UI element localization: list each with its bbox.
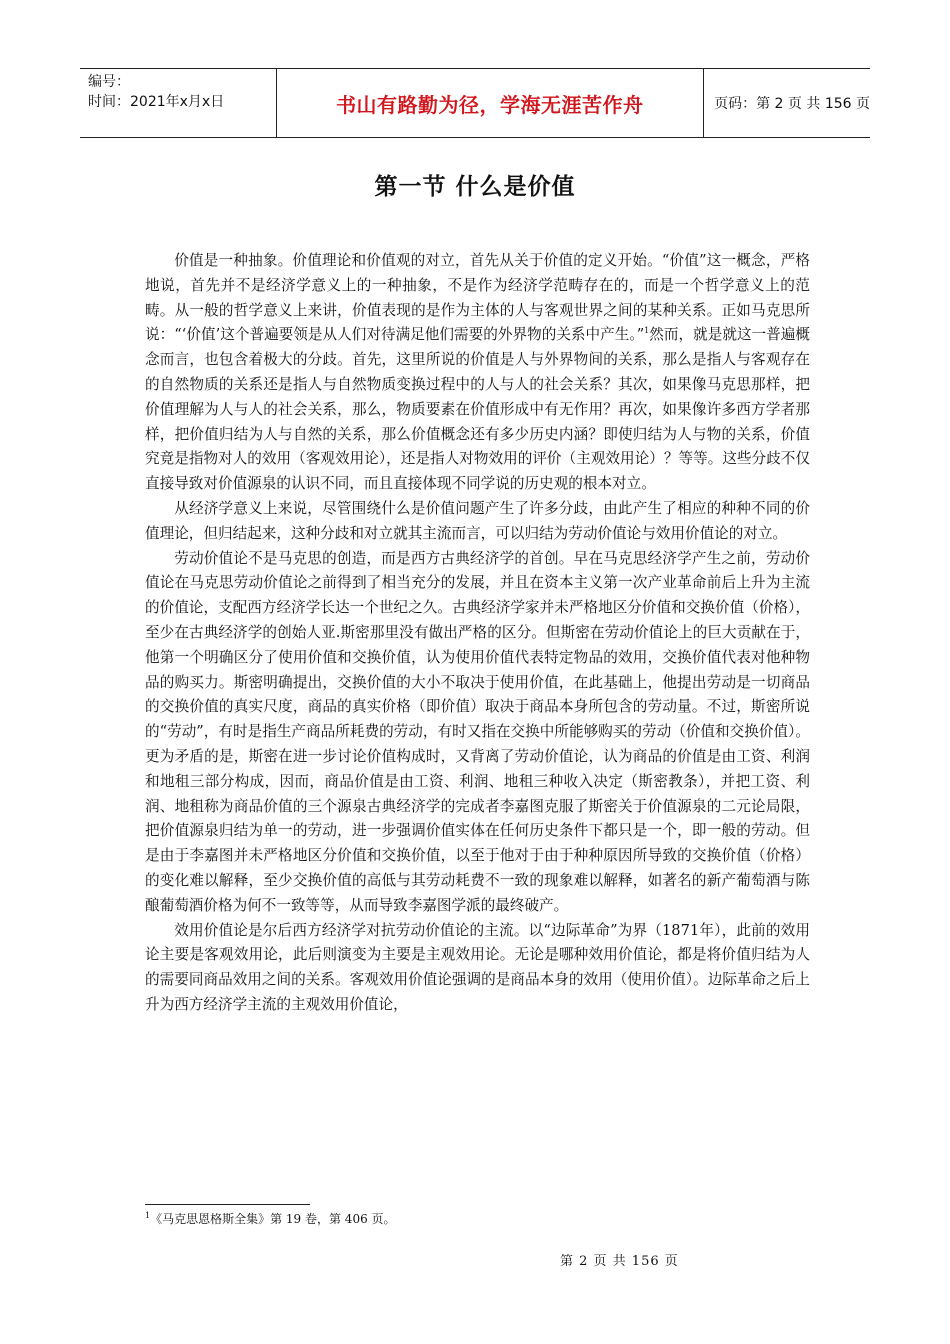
paragraph: 从经济学意义上来说，尽管围绕什么是价值问题产生了许多分歧，由此产生了相应的种种不同的价值理论，但归结起来，这种分歧和对立就其主流而言，可以归结为劳动价值论与效用价值论的对立。 — [145, 499, 810, 542]
paragraph-text: 价值是一种抽象。价值理论和价值观的对立，首先从关于价值的定义开始。“价值”这一概念，严格地说，首先并不是经济学意义上的一种抽象，不是作为经济学范畴存在的，而是一个哲学意义上的范畴。从一般的哲学意义上来讲，价值表现的是作为主体的人与客观世界之间的某种关系。正如马克思所说：“‘价值’这个普遍要领是从人们对待满足他们需要的外界物的关系中产生。” — [145, 252, 810, 344]
footnote-text: 《马克思恩格斯全集》第 19 卷，第 406 页。 — [150, 1212, 396, 1226]
page-header — [80, 68, 870, 138]
footnote-divider — [145, 1204, 310, 1205]
footnote — [145, 1210, 396, 1227]
header-meta — [80, 69, 277, 137]
paragraph — [145, 249, 810, 497]
date-label: 时间：2021年x月x日 — [88, 94, 225, 110]
serial-number-label: 编号： — [88, 74, 130, 90]
page-footer: 第 2 页 共 156 页 — [560, 1254, 679, 1269]
header-page-number: 页码：第 2 页 共 156 页 — [714, 96, 870, 112]
body-text — [145, 249, 810, 1018]
footnote-reference: 1 — [644, 326, 650, 336]
paragraph-text: 然而，就是就这一普遍概念而言，也包含着极大的分歧。首先，这里所说的价值是人与外界物间的关系，那么是指人与客观存在的自然物质的关系还是指人与自然物质变换过程中的人与人的社会关系？其次，如果像马克思那样，把价值理解为人与人的社会关系，那么，物质要素在价值形成中有无作用？再次，如果像许多西方学者那样，把价值归结为人与自然的关系，那么价值概念还有多少历史内涵？即使归结为人与物的关系，价值究竟是指物对人的效用（客观效用论），还是指人对物效用的评价（主观效用论）？等等。这些分歧不仅直接导致对价值源泉的认识不同，而且直接体现不同学说的历史观的根本对立。 — [145, 326, 810, 493]
paragraph: 劳动价值论不是马克思的创造，而是西方古典经济学的首创。早在马克思经济学产生之前，劳动价值论在马克思劳动价值论之前得到了相当充分的发展，并且在资本主义第一次产业革命前后上升为主流的价值论，支配西方经济学长达一个世纪之久。古典经济学家并未严格地区分价值和交换价值（价格），至少在古典经济学的创始人亚.斯密那里没有做出严格的区分。但斯密在劳动价值论上的巨大贡献在于，他第一个明确区分了使用价值和交换价值，认为使用价值代表特定物品的效用，交换价值代表对他种物品的购买力。斯密明确提出，交换价值的大小不取决于使用价值，在此基础上，他提出劳动是一切商品的交换价值的真实尺度，商品的真实价格（即价值）取决于商品本身所包含的劳动量。不过，斯密所说的“劳动”，有时是指生产商品所耗费的劳动，有时又指在交换中所能够购买的劳动（价值和交换价值）。更为矛盾的是，斯密在进一步讨论价值构成时，又背离了劳动价值论，认为商品的价值是由工资、利润和地租三部分构成，因而，商品价值是由工资、利润、地租三种收入决定（斯密教条），并把工资、利润、地租称为商品价值的三个源泉古典经济学的完成者李嘉图克服了斯密关于价值源泉的二元论局限，把价值源泉归结为单一的劳动，进一步强调价值实体在任何历史条件下都只是一个，即一般的劳动。但是由于李嘉图并未严格地区分价值和交换价值，以至于他对于由于种种原因所导致的交换价值（价格）的变化难以解释，至少交换价值的高低与其劳动耗费不一致的现象难以解释，如著名的新产葡萄酒与陈酿葡萄酒价格为何不一致等等，从而导致李嘉图学派的最终破产。 — [145, 549, 810, 914]
footnote-marker: 1 — [145, 1211, 151, 1220]
header-motto: 书山有路勤为径，学海无涯苦作舟 — [277, 69, 705, 137]
section-title: 第一节 什么是价值 — [374, 174, 576, 200]
paragraph: 效用价值论是尔后西方经济学对抗劳动价值论的主流。以“边际革命”为界（1871年），此前的效用论主要是客观效用论，此后则演变为主要是主观效用论。无论是哪种效用价值论，都是将价值归结为人的需要同商品效用之间的关系。客观效用价值论强调的是商品本身的效用（使用价值）。边际革命之后上升为西方经济学主流的主观效用价值论， — [145, 921, 810, 1013]
